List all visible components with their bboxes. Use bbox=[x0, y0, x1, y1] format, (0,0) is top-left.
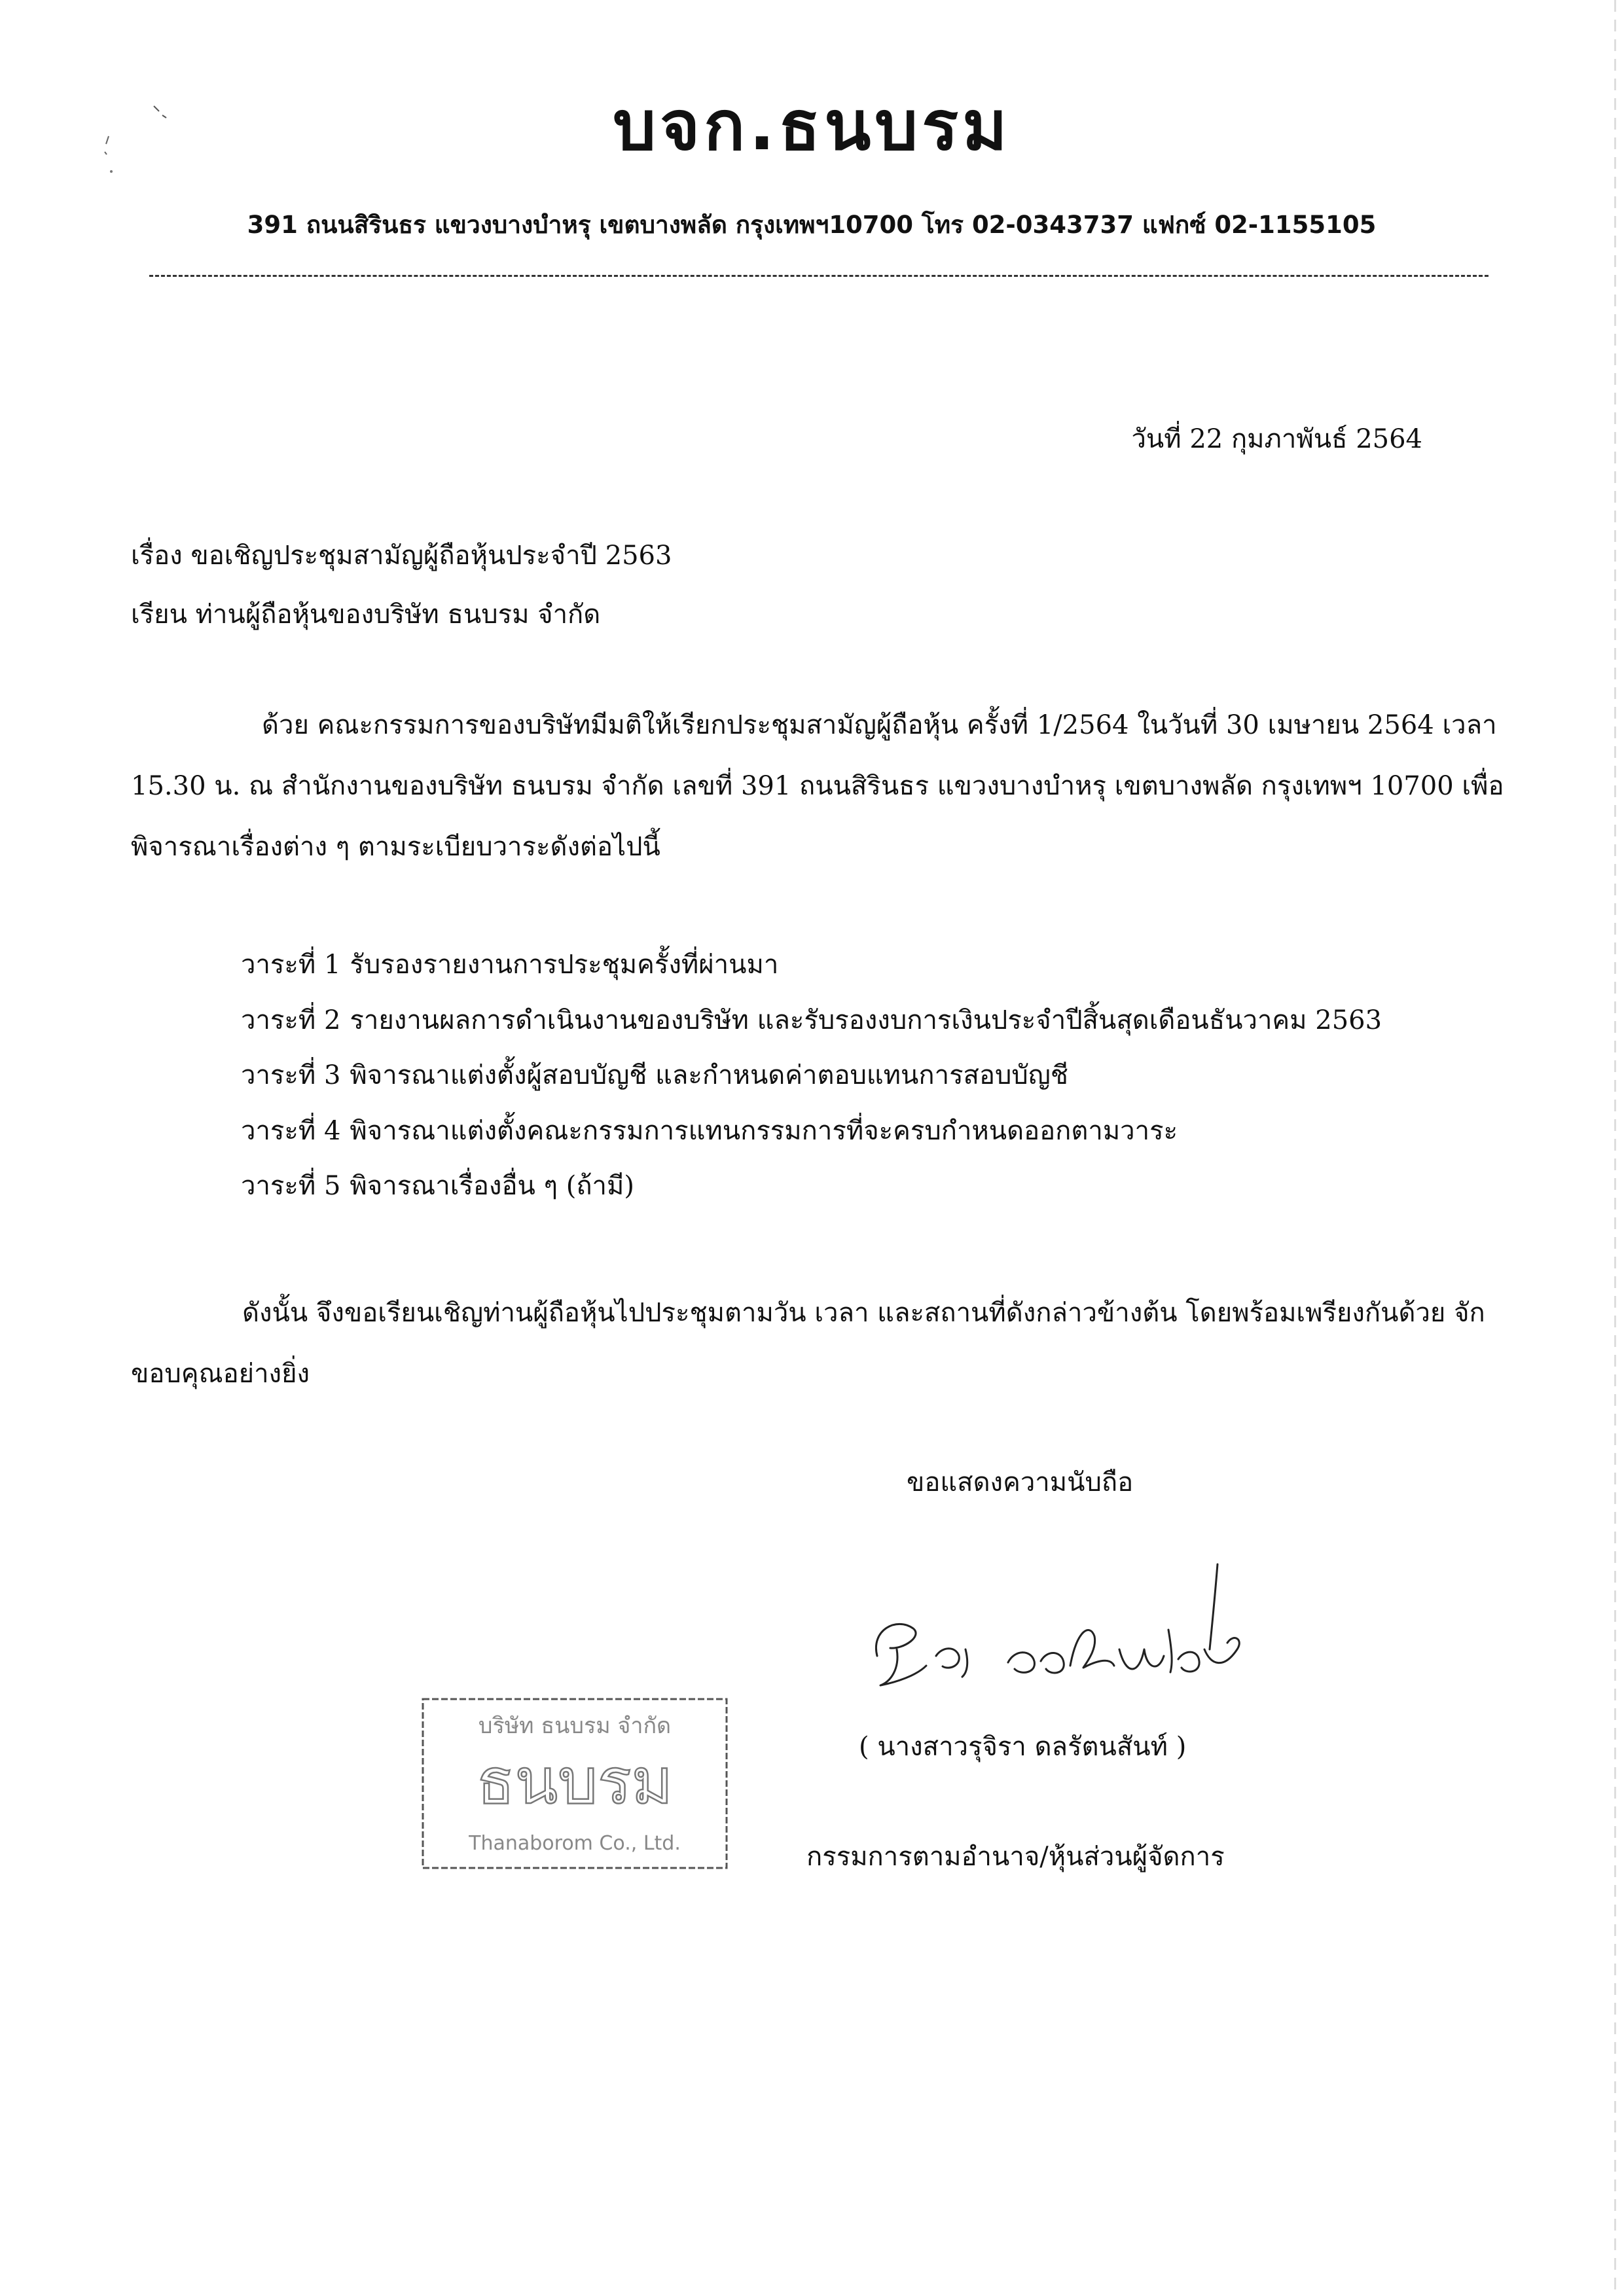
closing-salutation: ขอแสดงความนับถือ bbox=[907, 1467, 1134, 1498]
letterhead-divider bbox=[149, 275, 1489, 277]
agenda-text: รับรองรายงานการประชุมครั้งที่ผ่านมา bbox=[350, 950, 779, 980]
agenda-label: วาระที่ 2 bbox=[241, 1005, 341, 1035]
agenda-text: พิจารณาแต่งตั้งผู้สอบบัญชี และกำหนดค่าตอบแทนการสอบบัญชี bbox=[350, 1060, 1068, 1090]
agenda-item bbox=[241, 937, 1382, 993]
agenda-label: วาระที่ 3 bbox=[241, 1060, 341, 1090]
stamp-line-1: บริษัท ธนบรม จำกัด bbox=[478, 1713, 672, 1739]
company-address: 391 ถนนสิรินธร แขวงบางบำหรุ เขตบางพลัด กรุงเทพฯ10700 โทร 02-0343737 แฟกซ์ 02-1155105 bbox=[247, 211, 1377, 239]
agenda-text: พิจารณาเรื่องอื่น ๆ (ถ้ามี) bbox=[350, 1171, 634, 1201]
agenda-text: รายงานผลการดำเนินงานของบริษัท และรับรองงบการเงินประจำปีสิ้นสุดเดือนธันวาคม 2563 bbox=[350, 1005, 1382, 1035]
agenda-label: วาระที่ 5 bbox=[241, 1171, 341, 1201]
stamp-line-2: ธนบรม bbox=[477, 1745, 673, 1818]
agenda-label: วาระที่ 1 bbox=[241, 950, 341, 980]
agenda-item bbox=[241, 993, 1382, 1049]
handwritten-signature bbox=[851, 1551, 1296, 1721]
signer-title: กรรมการตามอำนาจ/หุ้นส่วนผู้จัดการ bbox=[806, 1842, 1225, 1872]
paragraph-text: ดังนั้น จึงขอเรียนเชิญท่านผู้ถือหุ้นไปประชุมตามวัน เวลา และสถานที่ดังกล่าวข้างต้น โดยพร้อมเพรียงกันด้วย จักขอบคุณอย่างยิ่ง bbox=[131, 1298, 1485, 1389]
letter-date: วันที่ 22 กุมภาพันธ์ 2564 bbox=[1131, 424, 1422, 454]
agenda-label: วาระที่ 4 bbox=[241, 1115, 341, 1146]
company-name: บจก.ธนบรม bbox=[613, 86, 1011, 166]
body-paragraph-closing bbox=[131, 1283, 1512, 1405]
letter-recipient: เรียน ท่านผู้ถือหุ้นของบริษัท ธนบรม จำกัด bbox=[131, 600, 601, 630]
agenda-item bbox=[241, 1103, 1382, 1159]
scan-edge-artifact bbox=[1614, 0, 1616, 2296]
agenda-text: พิจารณาแต่งตั้งคณะกรรมการแทนกรรมการที่จะครบกำหนดออกตามวาระ bbox=[350, 1115, 1178, 1146]
agenda-item bbox=[241, 1158, 1382, 1214]
stamp-line-3: Thanaborom Co., Ltd. bbox=[469, 1832, 681, 1855]
paragraph-text: ด้วย คณะกรรมการของบริษัทมีมติให้เรียกประชุมสามัญผู้ถือหุ้น ครั้งที่ 1/2564 ในวันที่ 30 เมษายน 2564 เวลา 15.30 น. ณ สำนักงานของบริษัท ธนบรม จำกัด เลขที่ 391 ถนนสิรินธร แขวงบางบำหรุ เขตบางพลัด กรุงเทพฯ 10700 เพื่อพิจารณาเรื่องต่าง ๆ ตามระเบียบวาระดังต่อไปนี้ bbox=[131, 710, 1504, 862]
signer-name: ( นางสาวรุจิรา ดลรัตนสันท์ ) bbox=[859, 1732, 1187, 1762]
agenda-list bbox=[241, 937, 1382, 1214]
agenda-item bbox=[241, 1048, 1382, 1103]
body-paragraph-invitation bbox=[131, 695, 1512, 878]
company-stamp bbox=[419, 1695, 731, 1872]
letter-subject: เรื่อง ขอเชิญประชุมสามัญผู้ถือหุ้นประจำปี 2563 bbox=[131, 541, 672, 571]
